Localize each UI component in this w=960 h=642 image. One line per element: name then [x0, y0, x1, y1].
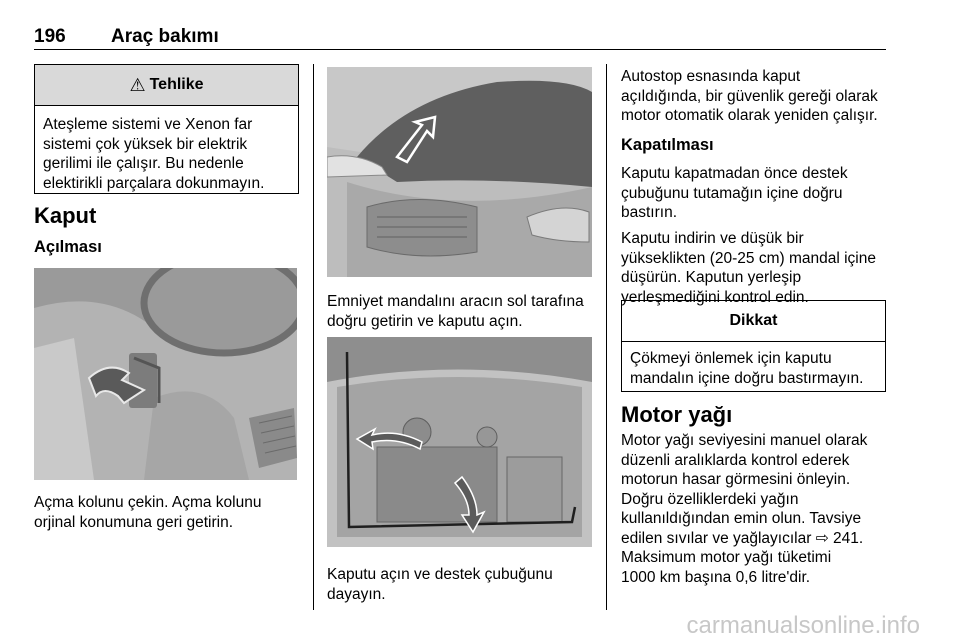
- paragraph-line: Motor yağı seviyesini manuel olarak: [621, 432, 868, 449]
- closing-paragraph-1: [621, 164, 848, 223]
- lever-caption: [34, 493, 261, 532]
- paragraph-line: çubuğunu tutamağın içine doğru: [621, 184, 843, 202]
- closing-paragraph-2: [621, 229, 876, 307]
- paragraph-line: düzenli aralıklarda kontrol ederek: [621, 451, 850, 469]
- notice-box: [621, 300, 886, 392]
- hood-support-rod-illustration: [327, 337, 592, 547]
- danger-line: elektirikli parçalara dokunmayın.: [43, 174, 265, 192]
- paragraph-line: Autostop esnasında kaput: [621, 68, 801, 85]
- paragraph-line: yerleşmediğini kontrol edin.: [621, 288, 809, 306]
- paragraph-line: açıldığında, bir güvenlik gereği olarak: [621, 87, 878, 105]
- paragraph-line: Kaputu kapatmadan önce destek: [621, 165, 848, 182]
- paragraph-line: motorun hasar görmesini önleyin.: [621, 471, 851, 488]
- caption-line: doğru getirin ve kaputu açın.: [327, 312, 523, 330]
- paragraph-line: edilen sıvılar ve yağlayıcılar ⇨ 241.: [621, 529, 864, 547]
- paragraph-line: motor otomatik olarak yeniden çalışır.: [621, 107, 878, 124]
- notice-title: Dikkat: [729, 312, 778, 329]
- danger-line: sistemi çok yüksek bir elektrik: [43, 135, 248, 153]
- notice-line: mandalın içine doğru bastırmayın.: [630, 369, 864, 387]
- paragraph-line: 1000 km başına 0,6 litre'dir.: [621, 568, 811, 586]
- caption-line: Emniyet mandalını aracın sol tarafına: [327, 293, 584, 310]
- paragraph-line: bastırın.: [621, 204, 677, 221]
- paragraph-line: Maksimum motor yağı tüketimi: [621, 549, 832, 566]
- catch-caption: [327, 292, 584, 331]
- support-rod-caption: [327, 565, 553, 604]
- paragraph-line: yükseklikten (20-25 cm) mandal içine: [621, 249, 876, 267]
- caption-line: Kaputu açın ve destek çubuğunu: [327, 566, 553, 583]
- closing-subheading: Kapatılması: [621, 136, 714, 154]
- section-title: Araç bakımı: [111, 26, 219, 47]
- danger-title: Tehlike: [149, 76, 204, 93]
- danger-line: Ateşleme sistemi ve Xenon far: [43, 116, 253, 133]
- page-number: 196: [34, 26, 66, 47]
- paragraph-line: Doğru özelliklerdeki yağın: [621, 490, 799, 508]
- autostop-paragraph: [621, 67, 878, 126]
- paragraph-line: kullanıldığından emin olun. Tavsiye: [621, 510, 862, 527]
- notice-text: [622, 342, 885, 396]
- caption-line: orjinal konumuna geri getirin.: [34, 513, 234, 531]
- hood-safety-catch-illustration: [327, 67, 592, 277]
- notice-line: Çökmeyi önlemek için kaputu: [630, 350, 832, 367]
- engine-oil-paragraph: [621, 431, 867, 548]
- oil-consumption-paragraph: [621, 548, 831, 587]
- paragraph-line: Kaputu indirin ve düşük bir: [621, 230, 804, 247]
- danger-box-header: [35, 65, 298, 106]
- opening-subheading: Açılması: [34, 238, 102, 256]
- danger-text: [35, 106, 298, 201]
- engine-oil-heading: Motor yağı: [621, 402, 733, 427]
- paragraph-line: düşürün. Kaputun yerleşip: [621, 269, 802, 286]
- danger-box: [34, 64, 299, 194]
- page-header: [34, 26, 886, 50]
- notice-box-header: [622, 301, 885, 342]
- warning-triangle-icon: ⚠: [129, 74, 146, 95]
- caption-line: Açma kolunu çekin. Açma kolunu: [34, 494, 262, 511]
- watermark: carmanualsonline.info: [686, 612, 920, 639]
- hood-heading: Kaput: [34, 203, 97, 228]
- caption-line: dayayın.: [327, 585, 386, 603]
- column-divider-1: [313, 64, 314, 610]
- hood-release-lever-illustration: [34, 268, 297, 480]
- header-divider: [34, 49, 886, 50]
- column-divider-2: [606, 64, 607, 610]
- danger-line: gerilimi ile çalışır. Bu nedenle: [43, 155, 244, 172]
